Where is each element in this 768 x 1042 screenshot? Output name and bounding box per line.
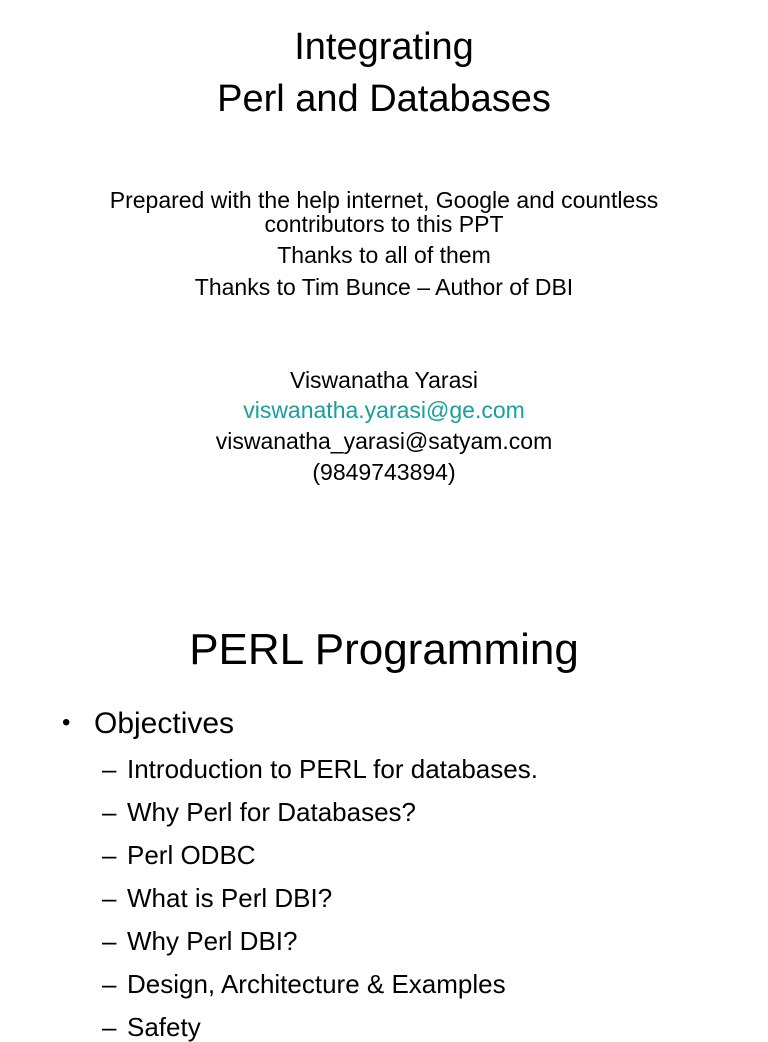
prepared-line-2: contributors to this PPT — [264, 211, 504, 237]
dash-icon: – — [102, 883, 117, 913]
bullet-icon: • — [62, 709, 71, 736]
sub-item — [102, 971, 506, 997]
sub-item-label: Design, Architecture & Examples — [127, 969, 506, 999]
prepared-line-1: Prepared with the help internet, Google and countless — [109, 187, 659, 213]
sub-item-label: What is Perl DBI? — [127, 883, 333, 913]
dash-icon: – — [102, 1012, 117, 1042]
thanks-author-line: Thanks to Tim Bunce – Author of DBI — [194, 274, 574, 300]
dash-icon: – — [102, 969, 117, 999]
sub-item-label: Safety — [127, 1012, 201, 1042]
email-link-ge[interactable]: viswanatha.yarasi@ge.com — [243, 397, 525, 423]
sub-item — [102, 842, 256, 868]
slide-title: PERL Programming — [189, 625, 579, 674]
sub-item — [102, 885, 332, 911]
title-line-2: Perl and Databases — [217, 78, 551, 120]
sub-item — [102, 799, 416, 825]
sub-item — [102, 928, 298, 954]
sub-item-label: Perl ODBC — [127, 840, 256, 870]
thanks-all-line: Thanks to all of them — [277, 242, 491, 268]
slide-perl-programming — [0, 540, 768, 1042]
dash-icon: – — [102, 754, 117, 784]
sub-item — [102, 756, 538, 782]
title-line-1: Integrating — [294, 26, 474, 68]
sub-item-label: Introduction to PERL for databases. — [127, 754, 538, 784]
bullet-objectives — [62, 709, 234, 739]
sub-item-label: Why Perl DBI? — [127, 926, 298, 956]
author-name: Viswanatha Yarasi — [290, 367, 478, 393]
phone-number: (9849743894) — [312, 459, 456, 485]
email-satyam: viswanatha_yarasi@satyam.com — [215, 428, 553, 454]
sub-item-label: Why Perl for Databases? — [127, 797, 417, 827]
dash-icon: – — [102, 797, 117, 827]
sub-item — [102, 1014, 201, 1040]
dash-icon: – — [102, 926, 117, 956]
bullet-label: Objectives — [94, 707, 235, 740]
dash-icon: – — [102, 840, 117, 870]
